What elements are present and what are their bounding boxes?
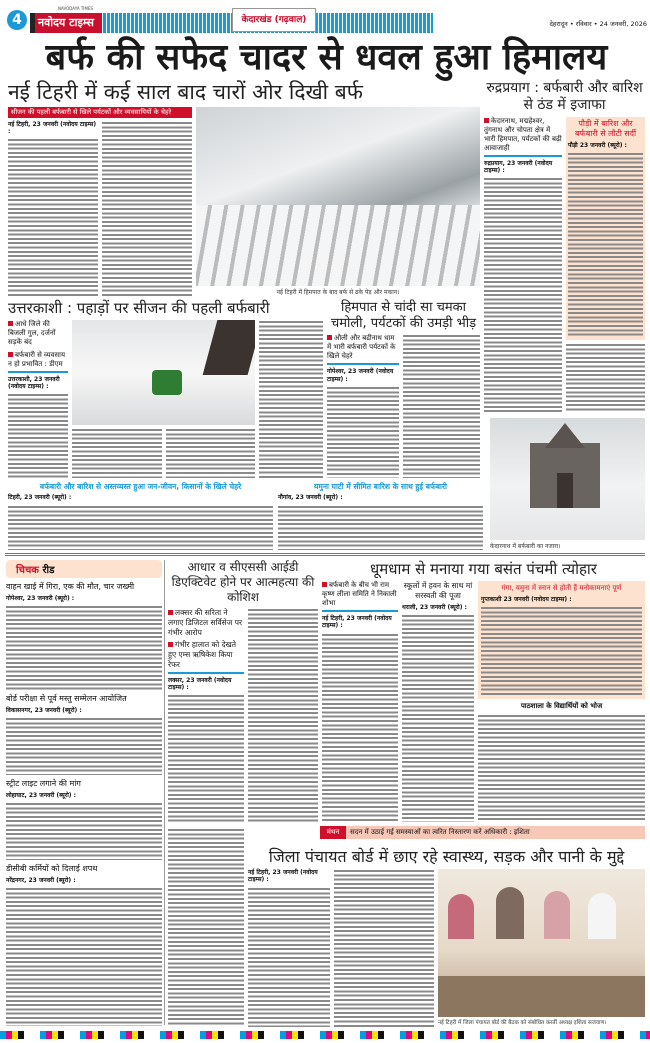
bullet-icon bbox=[8, 321, 13, 326]
uttarkashi-photo-col bbox=[72, 320, 255, 478]
aadhaar-body bbox=[168, 694, 244, 823]
farmers-dateline: टिहरी, 23 जनवरी (ब्यूरो) : bbox=[8, 494, 72, 502]
pauri-body bbox=[568, 152, 643, 338]
quick-read-item bbox=[6, 864, 162, 1026]
aadhaar-headline: आधार व सीएससी आईडी डिएक्टिवेट होने पर आत्महत्या की कोशिश bbox=[171, 560, 315, 604]
bullet-icon bbox=[168, 610, 173, 615]
ganga-box bbox=[478, 581, 645, 699]
yamuna-body bbox=[278, 505, 483, 550]
bullet-text: गंभीर हालात को देखते हुए एम्स ऋषिकेश किया रेफर bbox=[168, 640, 236, 669]
item-dateline: लोहाघाट, 23 जनवरी (ब्यूरो) : bbox=[6, 792, 76, 799]
lead-photo-column bbox=[196, 107, 480, 296]
chamoli-body bbox=[403, 334, 480, 478]
quick-read-item bbox=[6, 779, 162, 860]
item-headline: वाहन खाई में गिरा, एक की मौत, चार जख्मी bbox=[6, 582, 135, 591]
uttarkashi-body bbox=[259, 320, 323, 478]
item-dateline: नरेंद्रनगर, 23 जनवरी (ब्यूरो) : bbox=[6, 877, 76, 884]
snow-photo-tehri bbox=[196, 107, 480, 286]
uttarkashi-story bbox=[8, 300, 323, 478]
bullet-item bbox=[8, 351, 68, 373]
basant-sub-dateline: थराली, 23 जनवरी (ब्यूरो) : bbox=[402, 603, 467, 611]
uttarkashi-body bbox=[8, 393, 68, 478]
bullet-text: लक्सर की सरिता ने लगाए डिजिटल सर्विसेज पर गंभीर आरोप bbox=[168, 608, 243, 637]
aadhaar-row bbox=[168, 608, 318, 823]
kedarnath-caption: केदारनाथ में बर्फबारी का नजारा। bbox=[490, 542, 561, 550]
board-banner-text: सदन में उठाई गई समस्याओं का त्वरित निस्तारण करें अधिकारी : इशिता bbox=[350, 828, 530, 836]
board-body bbox=[248, 887, 330, 1027]
uttarkashi-body bbox=[72, 428, 162, 478]
aadhaar-body bbox=[248, 608, 318, 823]
bullet-text: बर्फबारी से व्यवसाय न हो प्रभावित : डीएम bbox=[8, 350, 66, 368]
bullet-icon bbox=[8, 352, 13, 357]
aadhaar-story bbox=[168, 560, 318, 823]
bullet-icon bbox=[168, 642, 173, 647]
uttarkashi-body bbox=[166, 428, 256, 478]
bullet-item bbox=[8, 320, 68, 347]
lead-dateline: नई टिहरी, 23 जनवरी (नवोदय टाइम्स) : bbox=[8, 121, 97, 136]
meeting-photo bbox=[438, 869, 645, 1017]
board-story bbox=[248, 847, 645, 1027]
chamoli-row bbox=[327, 334, 480, 478]
board-banner bbox=[320, 826, 645, 839]
uttarkashi-headline: उत्तरकाशी : पहाड़ों पर सीजन की पहली बर्फबारी bbox=[8, 299, 270, 317]
uttarkashi-body-row bbox=[72, 428, 255, 478]
yamuna-headline: यमुना घाटी में सीमित बारिश के साथ हुई बर्फबारी bbox=[314, 482, 447, 491]
chamoli-story bbox=[327, 300, 480, 478]
board-photo-col bbox=[438, 869, 645, 1027]
yamuna-dateline: नौगांव, 23 जनवरी (ब्यूरो) : bbox=[278, 494, 343, 502]
board-row bbox=[248, 869, 645, 1027]
item-body bbox=[6, 887, 162, 1026]
board-headline: जिला पंचायत बोर्ड में छाए रहे स्वास्थ्य, सड़क और पानी के मुद्दे bbox=[268, 847, 625, 866]
rudraprayag-row bbox=[484, 117, 645, 413]
rudraprayag-bullet bbox=[484, 117, 562, 157]
basant-sub-headline: स्कूलों में हवन के साथ मां सरस्वती की पूजा bbox=[403, 581, 473, 600]
rudraprayag-headline: रुद्रप्रयाग : बर्फबारी और बारिश से ठंड में इजाफा bbox=[486, 80, 643, 113]
meeting-caption: नई टिहरी में जिला पंचायत बोर्ड की बैठक को संबोधित करतीं अध्यक्ष इशिता सजवाण। bbox=[438, 1020, 607, 1027]
masthead bbox=[0, 6, 650, 36]
lead-body bbox=[102, 121, 192, 296]
rudraprayag-story bbox=[484, 80, 645, 413]
basant-col bbox=[322, 581, 398, 822]
lead-body bbox=[8, 138, 98, 296]
color-bar bbox=[0, 1031, 650, 1039]
section-divider bbox=[5, 553, 645, 556]
aadhaar-dateline: लक्सर, 23 जनवरी (नवोदय टाइम्स) : bbox=[168, 676, 232, 691]
item-headline: बोर्ड परीक्षा से पूर्व मस्तु सम्मेलन आयोजित bbox=[6, 694, 127, 703]
board-body bbox=[334, 869, 434, 1027]
page-number: 4 bbox=[7, 10, 27, 30]
bullet-item bbox=[168, 640, 244, 673]
quick-read-item bbox=[6, 582, 162, 690]
rudraprayag-body bbox=[566, 343, 645, 413]
lead-row bbox=[8, 107, 480, 296]
bullet-icon bbox=[322, 582, 327, 587]
chamoli-headline: हिमपात से चांदी सा चमका चमोली, पर्यटकों की उमड़ी भीड़ bbox=[330, 300, 477, 331]
lead-banner: सीजन की पहली बर्फबारी से खिले पर्यटकों और व्यवसायियों के चेहरे bbox=[8, 107, 192, 118]
board-tag: मंथन bbox=[320, 826, 346, 839]
item-body bbox=[6, 717, 162, 775]
lead-body-col bbox=[8, 121, 98, 296]
kedarnath-photo-block bbox=[490, 418, 645, 550]
bhoj-headline: पाठशाला के विद्यार्थियों को भोज bbox=[520, 702, 603, 710]
farmers-headline: बर्फबारी और बारिश से अस्तव्यस्त हुआ जन-जीवन, किसानों के खिले चेहरे bbox=[39, 482, 242, 491]
lead-body-row bbox=[8, 121, 192, 296]
farmers-story bbox=[8, 482, 273, 550]
basant-body bbox=[402, 614, 474, 822]
bullet-icon bbox=[327, 335, 332, 340]
quick-read-red: चिचक bbox=[16, 565, 39, 576]
board-dateline: नई टिहरी, 23 जनवरी (नवोदय टाइम्स) : bbox=[248, 869, 318, 884]
rudraprayag-col bbox=[484, 117, 562, 413]
aadhaar-col bbox=[168, 608, 244, 823]
chamoli-dateline: गोपेश्वर, 23 जनवरी (नवोदय टाइम्स) : bbox=[327, 368, 394, 383]
farmers-body bbox=[8, 505, 273, 550]
photo-caption: नई टिहरी में हिमपात के बाद बर्फ से ढके पेड़ और मकान। bbox=[276, 288, 400, 296]
item-body bbox=[6, 802, 162, 860]
uttarkashi-row bbox=[8, 320, 323, 478]
column-rule bbox=[164, 560, 165, 1025]
basant-sub-col bbox=[402, 581, 474, 822]
item-dateline: विकासनगर, 23 जनवरी (ब्यूरो) : bbox=[6, 707, 82, 714]
rudraprayag-body bbox=[484, 177, 562, 413]
basant-bullet bbox=[322, 581, 398, 612]
ganga-body bbox=[481, 606, 642, 696]
quick-read-black: रीड bbox=[42, 565, 55, 576]
kedarnath-temple-photo bbox=[490, 418, 645, 540]
uttarkashi-dateline: उत्तरकाशी, 23 जनवरी (नवोदय टाइम्स) : bbox=[8, 375, 60, 390]
basant-dateline: नई टिहरी, 23 जनवरी (नवोदय टाइम्स) : bbox=[322, 615, 392, 630]
item-headline: स्ट्रीट लाइट लगाने की मांग bbox=[6, 779, 81, 788]
bullet-text: बर्फबारी के बीच भी राम कृष्ण लीला समिति ने निकाली शोभा bbox=[322, 581, 397, 608]
pauri-box bbox=[566, 117, 645, 340]
basant-headline: धूमधाम से मनाया गया बसंत पंचमी त्योहार bbox=[370, 560, 597, 578]
bullet-text: केदारनाथ, मद्महेश्वर, तुंगनाथ और चोपता क्षेत्र में भारी हिमपात, पर्यटकों की बढ़ी आवाजाही bbox=[484, 116, 562, 152]
quick-read-item bbox=[6, 694, 162, 775]
snow-photo-uttarkashi bbox=[72, 320, 255, 425]
basant-row bbox=[322, 581, 645, 822]
bullet-item bbox=[168, 608, 244, 637]
basant-body bbox=[322, 633, 398, 822]
item-body bbox=[6, 605, 162, 690]
pauri-column bbox=[566, 117, 645, 413]
rudraprayag-dateline: रुद्रप्रयाग, 23 जनवरी (नवोदय टाइम्स) : bbox=[484, 159, 553, 175]
quick-read bbox=[6, 560, 162, 1026]
aadhaar-body bbox=[168, 828, 244, 1025]
basant-story bbox=[322, 560, 645, 822]
lead-text-column bbox=[8, 107, 192, 296]
lead-subhead: नई टिहरी में कई साल बाद चारों ओर दिखी बर्फ bbox=[8, 80, 363, 104]
section-tab: केदारखंड (गढ़वाल) bbox=[232, 8, 316, 32]
chamoli-body bbox=[327, 386, 399, 478]
chamoli-col bbox=[327, 334, 399, 478]
basant-box-col bbox=[478, 581, 645, 822]
bhoj-body bbox=[478, 714, 645, 822]
item-dateline: गोपेश्वर, 23 जनवरी (ब्यूरो) : bbox=[6, 595, 75, 602]
logo-small: NAVODAYA TIMES bbox=[58, 6, 94, 11]
bullet-icon bbox=[484, 118, 489, 123]
yamuna-story bbox=[278, 482, 483, 550]
pauri-headline: पौड़ी में बारिश और बर्फबारी से लौटी सर्दी bbox=[574, 118, 637, 138]
dateline: देहरादून • रविवार • 24 जनवरी, 2026 bbox=[549, 20, 647, 28]
logo: नवोदय टाइम्स bbox=[30, 13, 102, 33]
lead-story bbox=[8, 80, 480, 296]
lead-headline: बर्फ की सफेद चादर से धवल हुआ हिमालय bbox=[45, 37, 608, 78]
item-headline: डीसीबी कर्मियों को दिलाई शपथ bbox=[6, 864, 98, 873]
pauri-dateline: पौड़ी 23 जनवरी (ब्यूरो) : bbox=[568, 141, 627, 149]
bullet-text: औली और बद्रीनाथ धाम में भारी बर्फबारी पर्यटकों के खिले चेहरे bbox=[327, 334, 396, 361]
ganga-headline: गंगा, यमुना में स्नान से होती हैं मनोकामनाएं पूर्ण bbox=[501, 584, 622, 592]
chamoli-bullet bbox=[327, 334, 399, 365]
board-col bbox=[248, 869, 330, 1027]
bullet-text: आधे जिले की बिजली गुल, दर्जनों सड़कें बंद bbox=[8, 320, 56, 347]
quick-read-label bbox=[6, 560, 162, 578]
ganga-dateline: गुप्तकाशी 23 जनवरी (नवोदय टाइम्स) : bbox=[481, 595, 572, 603]
uttarkashi-bullets bbox=[8, 320, 68, 478]
